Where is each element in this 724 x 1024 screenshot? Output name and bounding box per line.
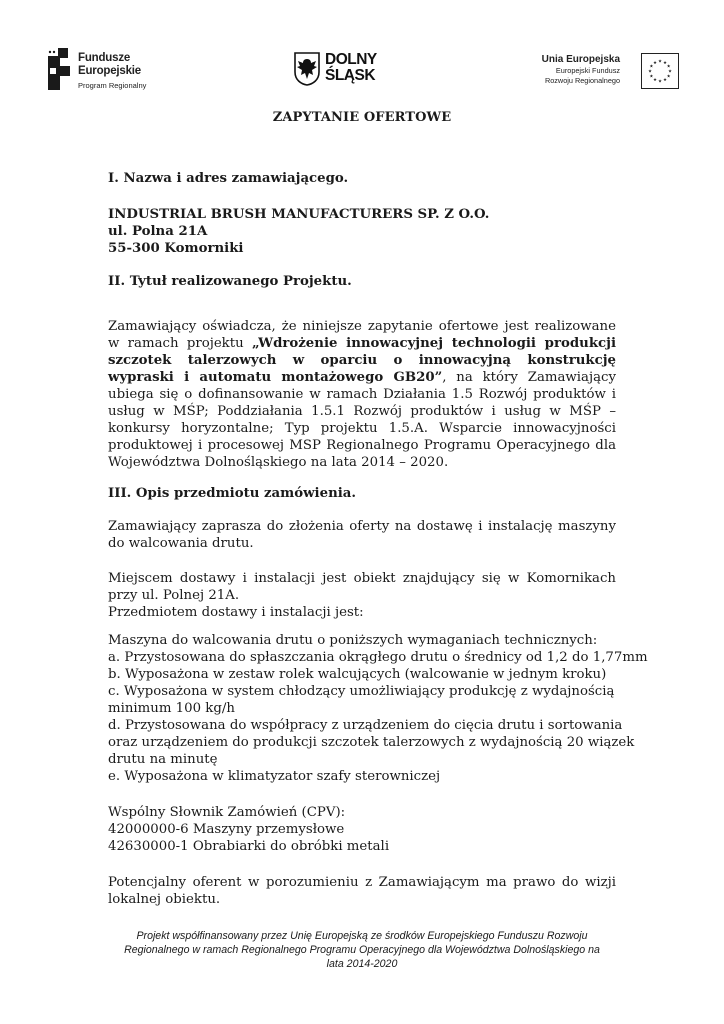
company-city: 55-300 Komorniki <box>108 241 244 256</box>
svg-text:★: ★ <box>652 60 658 66</box>
section3-heading: III. Opis przedmiotu zamówienia. <box>108 486 357 501</box>
fe-logo-line2: Europejskie <box>78 65 141 77</box>
machine-intro: Maszyna do walcowania drutu o poniższych wymaganiach technicznych: <box>108 633 598 648</box>
footer-line1: Projekt współfinansowany przez Unię Europejską ze środków Europejskiego Funduszu Rozwoju <box>136 930 588 942</box>
svg-text:★: ★ <box>657 79 663 85</box>
company-name: INDUSTRIAL BRUSH MANUFACTURERS SP. Z O.O. <box>108 207 490 222</box>
svg-text:★: ★ <box>652 78 658 84</box>
requirement-e: e. Wyposażona w klimatyzator szafy sterowniczej <box>108 769 441 784</box>
document-title: ZAPYTANIE OFERTOWE <box>272 110 452 125</box>
fundusze-europejskie-logo <box>46 46 166 92</box>
invitation-paragraph: Zamawiający zaprasza do złożenia oferty na dostawę i instalację maszyny do walcowania drutu. <box>108 519 616 551</box>
eu-flag-icon <box>641 53 679 89</box>
svg-text:★: ★ <box>649 64 654 70</box>
cpv-code-1: 42000000-6 Maszyny przemysłowe <box>108 822 345 837</box>
cpv-code-2: 42630000-1 Obrabiarki do obróbki metali <box>108 839 390 854</box>
eagle-crest-icon <box>294 52 320 86</box>
requirement-a: a. Przystosowana do spłaszczania okrągłego drutu o średnicy od 1,2 do 1,77mm <box>108 650 648 665</box>
fe-logo-line3: Program Regionalny <box>78 81 147 90</box>
company-street: ul. Polna 21A <box>108 224 208 239</box>
project-intro: Zamawiający oświadcza, że niniejsze zapytanie ofertowe jest realizowane w ramach projektu <box>108 319 616 351</box>
project-details: , na który Zamawiający ubiega się o dofinansowanie w ramach Działania 1.5 Rozwój produktów i usług w MŚP; Poddziałania 1.5.1 Rozwój produktów i usług w MŚP – konkursy horyzontalne; Typ projektu 1.5.A. Wsparcie innowacyjności produktowej i procesowej MSP Regionalnego Programu Operacyjnego dla Województwa Dolnośląskiego na lata 2014 – 2020. <box>108 370 616 470</box>
fundusze-europejskie-mark-icon <box>46 46 72 92</box>
requirements-list <box>108 632 648 785</box>
funding-footer <box>100 929 624 971</box>
requirement-d-line1: d. Przystosowana do współpracy z urządzeniem do cięcia drutu i sortowania <box>108 718 623 733</box>
ds-logo-line1: DOLNY <box>325 51 377 68</box>
cpv-title: Wspólny Słownik Zamówień (CPV): <box>108 805 346 820</box>
section2-heading: II. Tytuł realizowanego Projektu. <box>108 274 352 289</box>
svg-text:★: ★ <box>649 74 654 80</box>
requirement-c-line1: c. Wyposażona w system chłodzący umożliwiający produkcję z wydajnością <box>108 684 615 699</box>
footer-line3: lata 2014-2020 <box>326 958 398 970</box>
requirement-c-line2: minimum 100 kg/h <box>108 701 235 716</box>
eu-logo-line3: Rozwoju Regionalnego <box>544 75 620 85</box>
svg-text:★: ★ <box>666 74 671 80</box>
project-paragraph <box>108 318 616 471</box>
svg-text:★: ★ <box>662 60 668 66</box>
requirement-d-line3: drutu na minutę <box>108 752 218 767</box>
contractor-address <box>108 206 616 257</box>
delivery-location-paragraph: Miejscem dostawy i instalacji jest obiekt znajdujący się w Komornikach przy ul. Polnej 21A. <box>108 571 616 603</box>
project-title: „Wdrożenie innowacyjnej technologii produkcji szczotek talerzowych w oparciu o innowacyjną konstrukcję wypraski i automatu montażowego GB20” <box>108 336 616 385</box>
section1-heading: I. Nazwa i adres zamawiającego. <box>108 171 349 186</box>
ds-logo-line2: ŚLĄSK <box>325 67 376 84</box>
fe-logo-line1: Fundusze <box>78 52 131 64</box>
svg-text:★: ★ <box>647 69 653 75</box>
requirement-b: b. Wyposażona w zestaw rolek walcujących (walcowanie w jednym kroku) <box>108 667 607 682</box>
requirement-d-line2: oraz urządzeniem do produkcji szczotek talerzowych z wydajnością 20 wiązek <box>108 735 635 750</box>
eu-logo-line1: Unia Europejska <box>541 54 620 65</box>
cpv-block <box>108 804 616 855</box>
unia-europejska-logo <box>540 53 680 93</box>
svg-text:★: ★ <box>667 69 673 75</box>
dolny-slask-logo <box>294 50 394 92</box>
svg-text:★: ★ <box>657 59 663 65</box>
site-visit-paragraph: Potencjalny oferent w porozumieniu z Zamawiającym ma prawo do wizji lokalnej obiektu. <box>108 875 616 907</box>
footer-line2: Regionalnego w ramach Regionalnego Programu Operacyjnego dla Województwa Dolnośląskiego na <box>124 944 600 956</box>
svg-text:★: ★ <box>666 64 671 70</box>
svg-text:★: ★ <box>662 78 668 84</box>
subject-intro: Przedmiotem dostawy i instalacji jest: <box>108 605 364 620</box>
eu-logo-line2: Europejski Fundusz <box>555 66 620 75</box>
